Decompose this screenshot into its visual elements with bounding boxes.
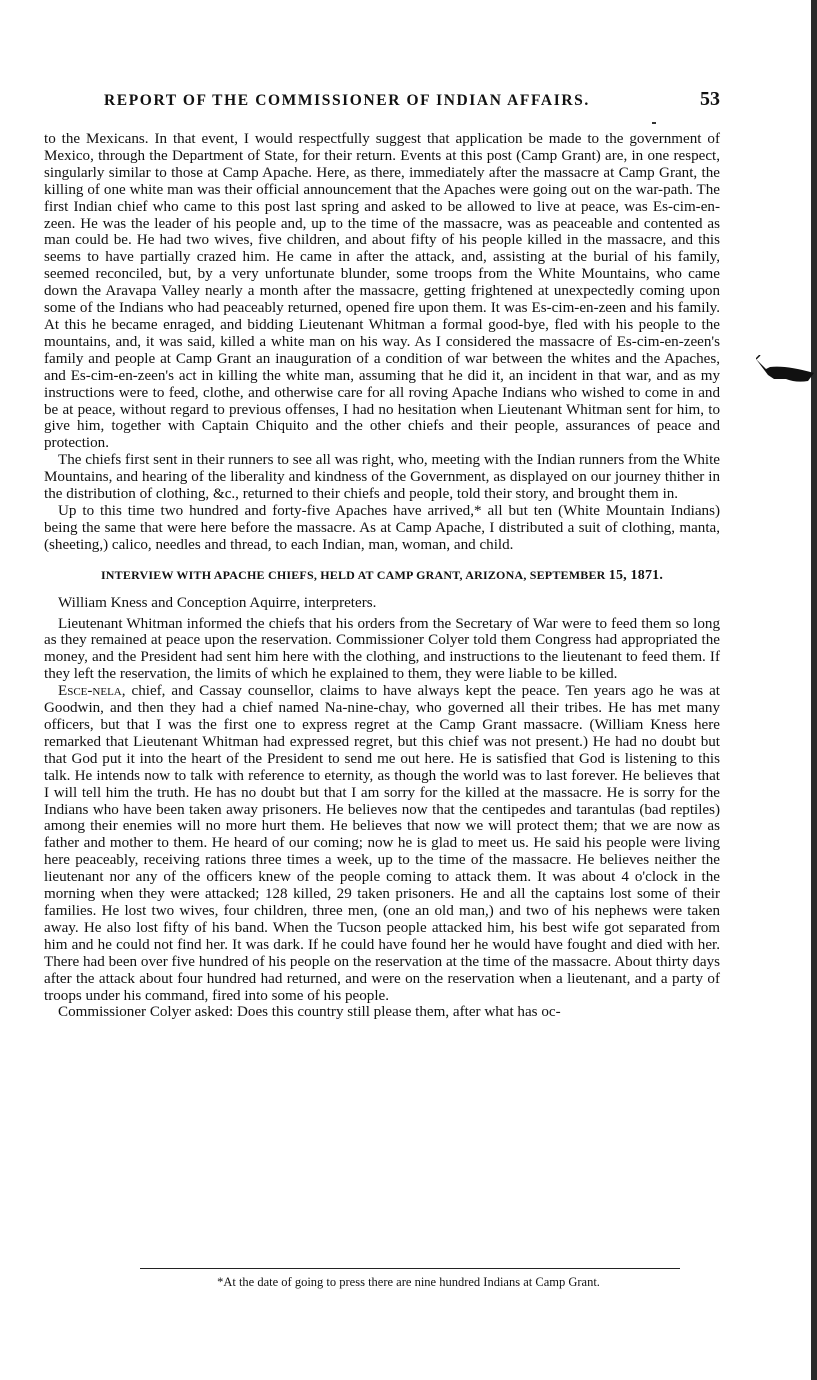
section-heading xyxy=(44,568,720,584)
paragraph-mexicans: to the Mexicans. In that event, I would respectfully suggest that application be made to the government of Mexico, through the Department of State, for their return. Events at this post (Camp Grant) are, in one respect, singularly similar to those at Camp Apache. Here, as there, immediately after the massacre at Camp Grant, the killing of one white man was their official announcement that the Apaches were going out on the war-path. The first Indian chief who came to this post last spring and asked to be allowed to live at peace, was Es-cim-en-zeen. He was the leader of his people and, up to the time of the massacre, was as peaceable and contented as man could be. He had two wives, five children, and about fifty of his people killed in the massacre, and this seems to have partially crazed him. He came in after the attack, and, assisting at the burial of his family, seemed reconciled, but, by a very unfortunate blunder, some troops from the White Mountains, who came down the Aravapa Valley nearly a month after the massacre, getting frightened at unexpectedly coming upon some of the Indians who had peaceably returned, opened fire upon them. It was Es-cim-en-zeen and his family. At this he became enraged, and bidding Lieutenant Whitman a formal good-bye, fled with his people to the mountains, and, it was said, killed a white man on his way. As I considered the massacre of Es-cim-en-zeen's family and people at Camp Grant an inauguration of a condition of war between the whites and the Apaches, and Es-cim-en-zeen's act in killing the white man, assuming that he did it, an incident in that war, and as my instructions were to feed, clothe, and otherwise care for all roving Apache Indians who wished to come in and be at peace, without regard to previous offenses, I had no hesitation when Lieutenant Whitman sent for him, to give him, together with Captain Chiquito and the other chiefs and their people, assurances of peace and protection. xyxy=(44,131,720,452)
section-heading-text: INTERVIEW WITH APACHE CHIEFS, HELD AT CAMP GRANT, ARIZONA, SEPTEMBER xyxy=(100,567,606,582)
page-number: 53 xyxy=(700,88,720,110)
section-heading-date: 15, 1871. xyxy=(608,567,664,583)
paragraph-escenela-text: chief, and Cassay counsellor, claims to have always kept the peace. Ten years ago he was at Goodwin, and then they had a chief named Na-nine-chay, who governed all their tribes. He has met many officers, but that I was the first one to express regret at the Camp Grant massacre. (William Kness here remarked that Lieutenant Whitman had expressed regret, but this chief was not present.) He had no doubt but that God put it into the heart of the President to send me out here. He is satisfied that God is listening to this talk. He intends now to talk with reference to eternity, as though the world was to last forever. He believes that I will tell him the truth. He has no doubt but that I am sorry for the killed at the massacre. He is sorry for the Indians who have been taken away prisoners. He believes now that the centipedes and tarantulas (bad reptiles) among their enemies will no more hurt them. He believes that now we will protect them; that we are now as father and mother to them. He heard of our coming; now he is glad to meet us. He said his people were living here peaceably, receiving rations three times a week, up to the time of the massacre. He believes neither the lieutenant nor any of the officers knew of the people coming to attack them. It was about 4 o'clock in the morning when they were attacked; 128 killed, 29 taken prisoners. He and all the captains lost some of their families. He lost two wives, four children, three men, (one an old man,) and two of his nephews were taken away. He also lost fifty of his band. When the Tucson people attacked him, his best wife got separated from him and he could not find her. It was dark. If he could have found her he would have fought and died with her. There had been over five hundred of his people on the reservation at the time of the massacre. About thirty days after the attack about four hundred had returned, and were on the reservation when a lieutenant, and a party of troops under his command, fired into some of his people. xyxy=(44,683,720,1004)
paragraph-arrivals: Up to this time two hundred and forty-five Apaches have arrived,* all but ten (White Mountain Indians) being the same that were here before the massacre. As at Camp Apache, I distributed a suit of clothing, manta, (sheeting,) calico, needles and thread, to each Indian, man, woman, and child. xyxy=(44,502,720,553)
page-header xyxy=(44,88,720,111)
running-head: REPORT OF THE COMMISSIONER OF INDIAN AFFAIRS. xyxy=(104,92,590,109)
paragraph-runners: The chiefs first sent in their runners to see all was right, who, meeting with the Indian runners from the White Mountains, and hearing of the liberality and kindness of the Government, as displayed on our journey thither in the distribution of clothing, &c., returned to their chiefs and people, told their story, and brought them in. xyxy=(44,452,720,503)
page-edge xyxy=(811,0,817,1380)
footnote: *At the date of going to press there are nine hundred Indians at Camp Grant. xyxy=(217,1275,600,1289)
paragraph-colyer-question: Commissioner Colyer asked: Does this country still please them, after what has oc- xyxy=(58,1004,561,1021)
paragraph-lieutenant: Lieutenant Whitman informed the chiefs that his orders from the Secretary of War were to feed them so long as they remained at peace upon the reservation. Commissioner Colyer told them Congress had appropriated the money, and the President had sent him here with the clothing, and instructions to the lieutenant to feed them. If they left the reservation, the limits of which he explained to them, they were liable to be killed. xyxy=(44,615,720,683)
speaker-name: Esce-nela, xyxy=(58,683,126,700)
interpreters-line: William Kness and Conception Aquirre, interpreters. xyxy=(58,594,377,611)
page-body xyxy=(44,131,720,1021)
footnote-rule xyxy=(140,1268,680,1269)
pointing-hand-icon xyxy=(756,355,816,395)
ink-mark xyxy=(652,122,656,124)
paragraph-escenela xyxy=(44,683,720,1004)
